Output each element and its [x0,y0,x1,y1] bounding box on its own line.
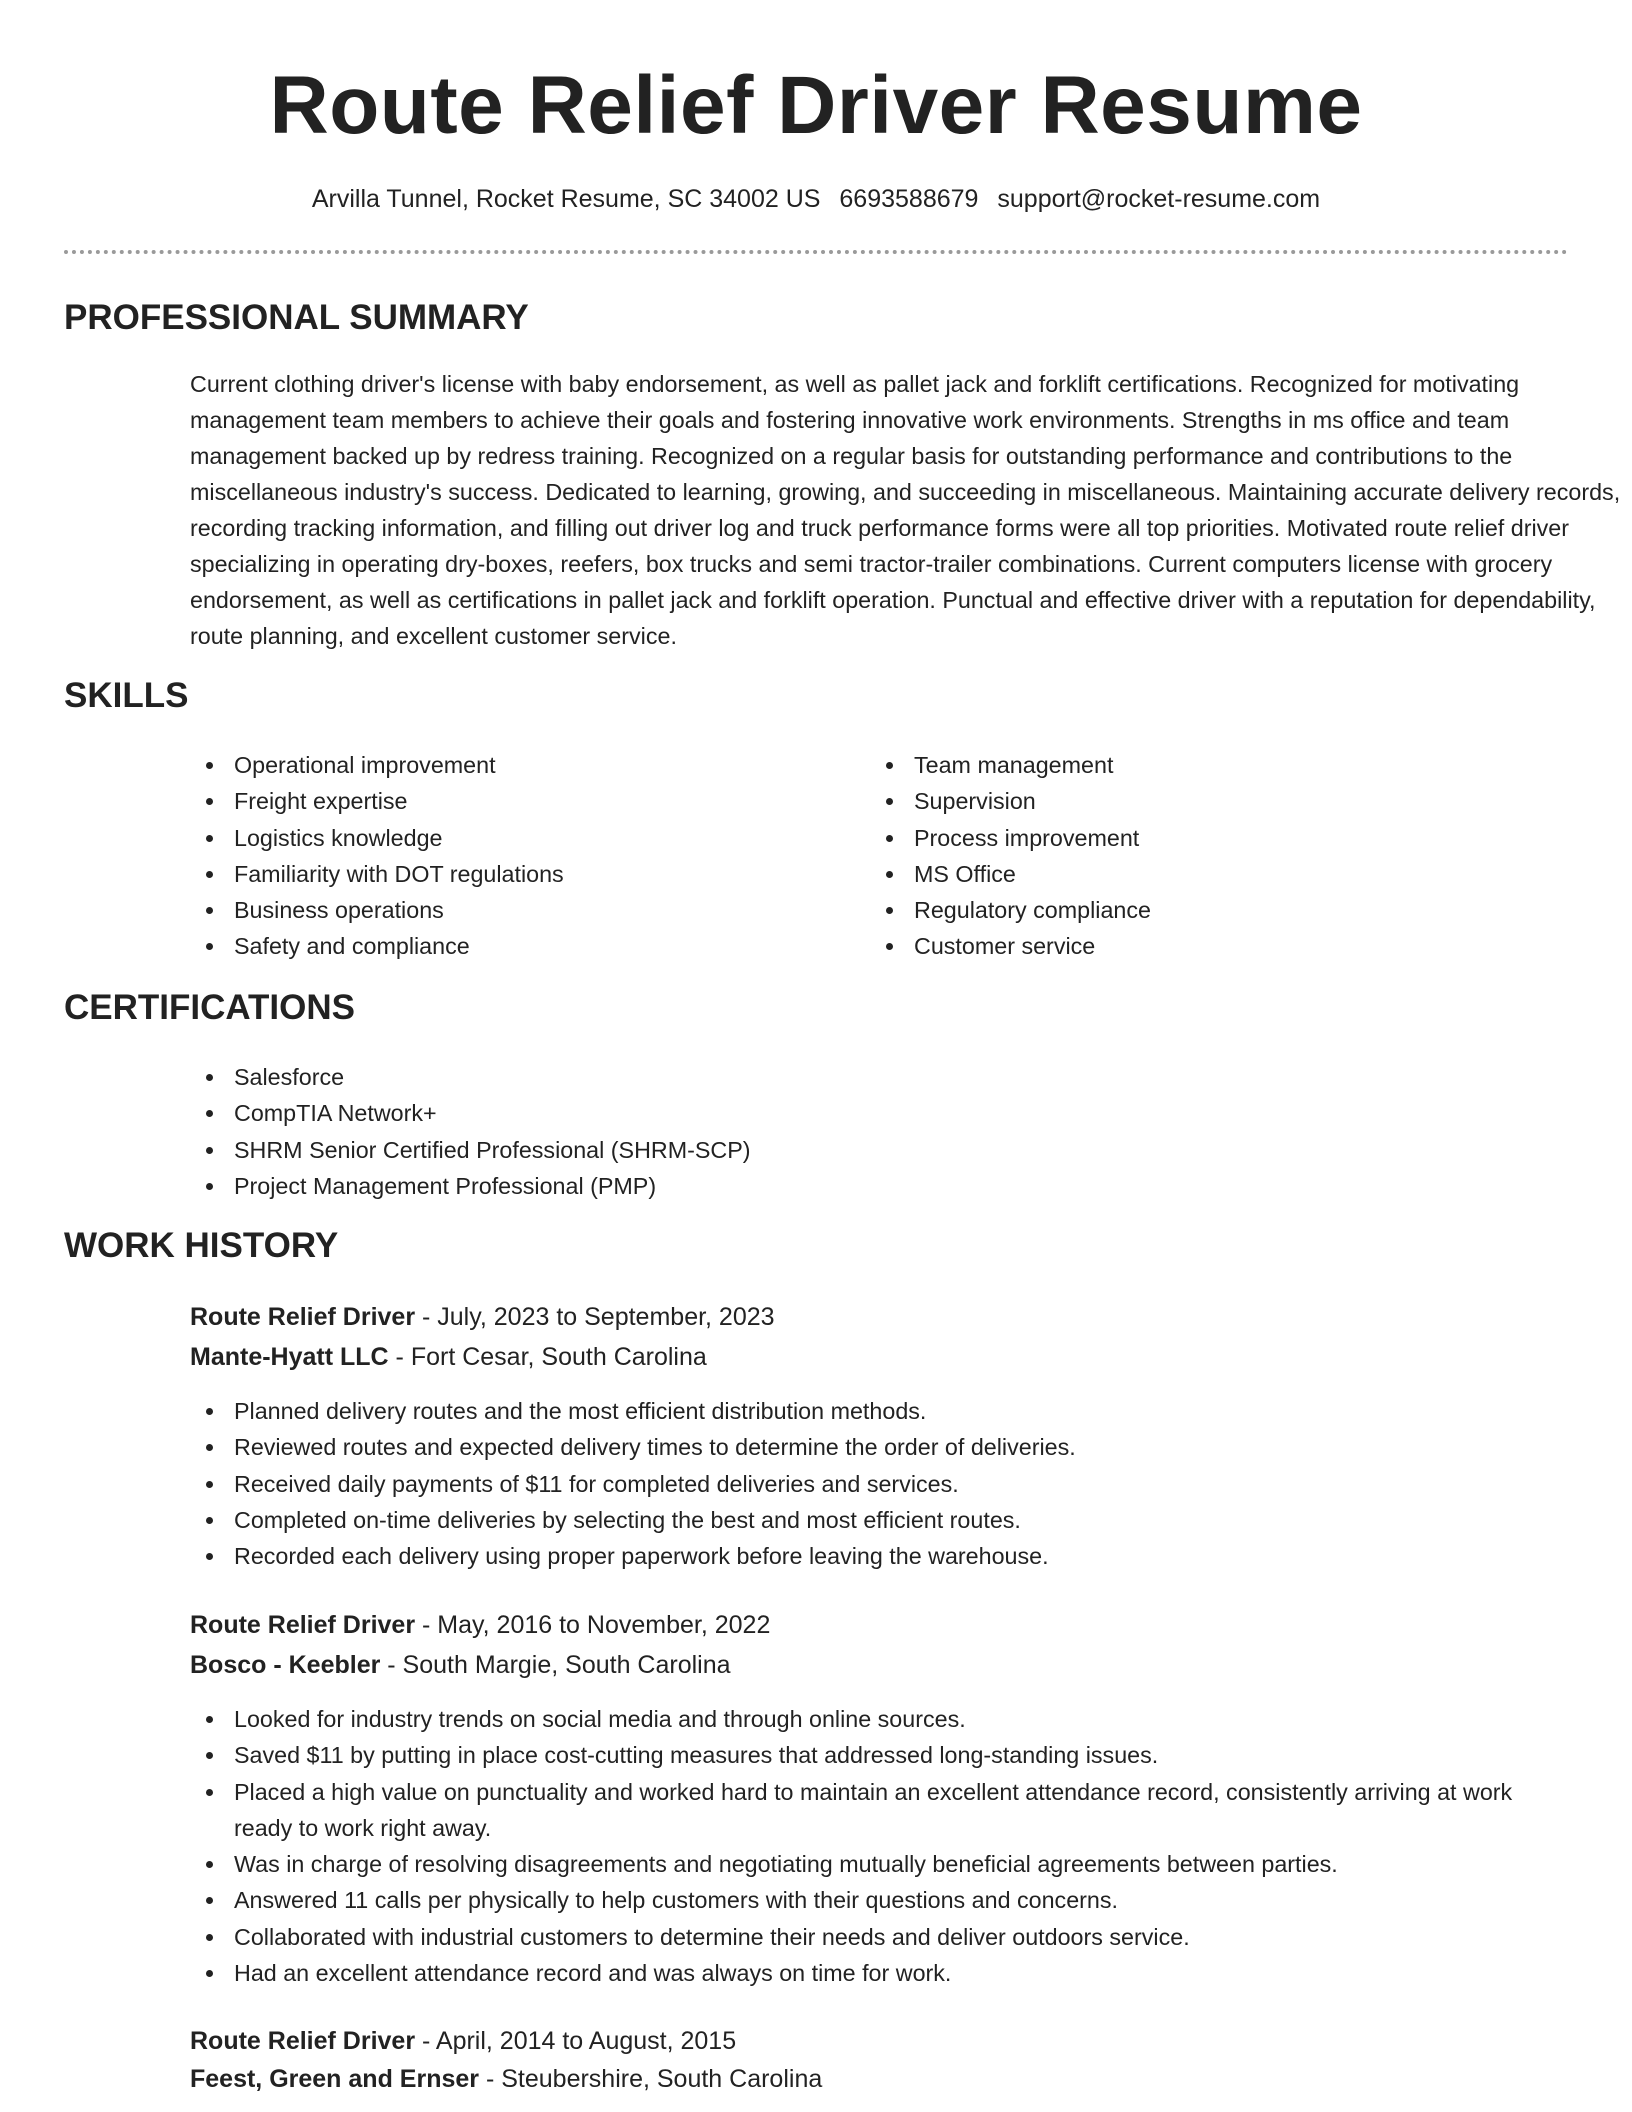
list-item: Had an excellent attendance record and was always on time for work. [190,1955,1570,1991]
resume-title: Route Relief Driver Resume [269,60,1363,151]
contact-address: Arvilla Tunnel, Rocket Resume, SC 34002 US [311,185,821,213]
list-item: Safety and compliance [190,928,850,964]
list-item: Was in charge of resolving disagreements and negotiating mutually beneficial agreements between parties. [190,1846,1570,1882]
job-dates: - May, 2016 to November, 2022 [415,1611,771,1639]
list-item: CompTIA Network+ [190,1095,1190,1131]
list-item: Received daily payments of $11 for completed deliveries and services. [190,1466,1570,1502]
contact-email[interactable]: support@rocket-resume.com [997,185,1321,213]
job-title: Route Relief Driver [190,1611,416,1639]
job-location: - Fort Cesar, South Carolina [388,1343,707,1371]
skills-heading: SKILLS [64,676,189,715]
list-item: Placed a high value on punctuality and worked hard to maintain an excellent attendance record, consistently arriving at work ready to work right away. [190,1774,1570,1847]
list-item: Logistics knowledge [190,820,850,856]
list-item: Regulatory compliance [870,892,1530,928]
certifications-heading: CERTIFICATIONS [64,988,356,1027]
job-company-line [190,2062,822,2096]
job-title-line [190,1300,775,1334]
job-company: Feest, Green and Ernser [190,2065,480,2093]
list-item: Collaborated with industrial customers to determine their needs and deliver outdoors service. [190,1919,1570,1955]
list-item: Project Management Professional (PMP) [190,1168,1190,1204]
job-title: Route Relief Driver [190,2027,416,2055]
job-company: Bosco - Keebler [190,1651,381,1679]
list-item: Saved $11 by putting in place cost-cutting measures that addressed long-standing issues. [190,1737,1570,1773]
list-item: Supervision [870,783,1530,819]
header-divider [64,250,1568,254]
summary-heading: PROFESSIONAL SUMMARY [64,298,529,337]
list-item: Answered 11 calls per physically to help customers with their questions and concerns. [190,1882,1570,1918]
list-item: Looked for industry trends on social media and through online sources. [190,1701,1570,1737]
job-company-line [190,1340,707,1374]
contact-line [64,182,1568,216]
list-item: Completed on-time deliveries by selecting the best and most efficient routes. [190,1502,1570,1538]
contact-phone: 6693588679 [839,185,979,213]
job-duties-list [190,1393,1570,1574]
job-title-line [190,2024,736,2058]
list-item: Operational improvement [190,747,850,783]
job-dates: - April, 2014 to August, 2015 [415,2027,737,2055]
job-company: Mante-Hyatt LLC [190,1343,389,1371]
job-company-line [190,1648,731,1682]
certifications-list [190,1059,1190,1204]
list-item: Reviewed routes and expected delivery times to determine the order of deliveries. [190,1429,1570,1465]
list-item: Freight expertise [190,783,850,819]
list-item: MS Office [870,856,1530,892]
list-item: Customer service [870,928,1530,964]
list-item: Process improvement [870,820,1530,856]
job-location: - Steubershire, South Carolina [479,2065,823,2093]
skills-list-left [190,747,850,965]
job-duties-list [190,1701,1570,1991]
job-title-line [190,1608,770,1642]
job-title: Route Relief Driver [190,1303,416,1331]
summary-text: Current clothing driver's license with baby endorsement, as well as pallet jack and forklift certifications. Recognized for motivating management team members to achieve their goals and fostering innovative work environments. Strengths in ms office and team management backed up by redress training. Recognized on a regular basis for outstanding performance and contributions to the miscellaneous industry's success. Dedicated to learning, growing, and succeeding in miscellaneous. Maintaining accurate delivery records, recording tracking information, and filling out driver log and truck performance forms were all top priorities. Motivated route relief driver specializing in operating dry-boxes, reefers, box trucks and semi tractor-trailer combinations. Current computers license with grocery endorsement, as well as certifications in pallet jack and forklift operation. Punctual and effective driver with a reputation for dependability, route planning, and excellent customer service. [190,371,1621,649]
skills-list-right [870,747,1530,965]
job-location: - South Margie, South Carolina [380,1651,731,1679]
list-item: SHRM Senior Certified Professional (SHRM-SCP) [190,1132,1190,1168]
job-dates: - July, 2023 to September, 2023 [415,1303,775,1331]
list-item: Team management [870,747,1530,783]
list-item: Business operations [190,892,850,928]
list-item: Familiarity with DOT regulations [190,856,850,892]
list-item: Recorded each delivery using proper paperwork before leaving the warehouse. [190,1538,1570,1574]
list-item: Salesforce [190,1059,1190,1095]
work-history-heading: WORK HISTORY [64,1226,339,1265]
list-item: Planned delivery routes and the most efficient distribution methods. [190,1393,1570,1429]
